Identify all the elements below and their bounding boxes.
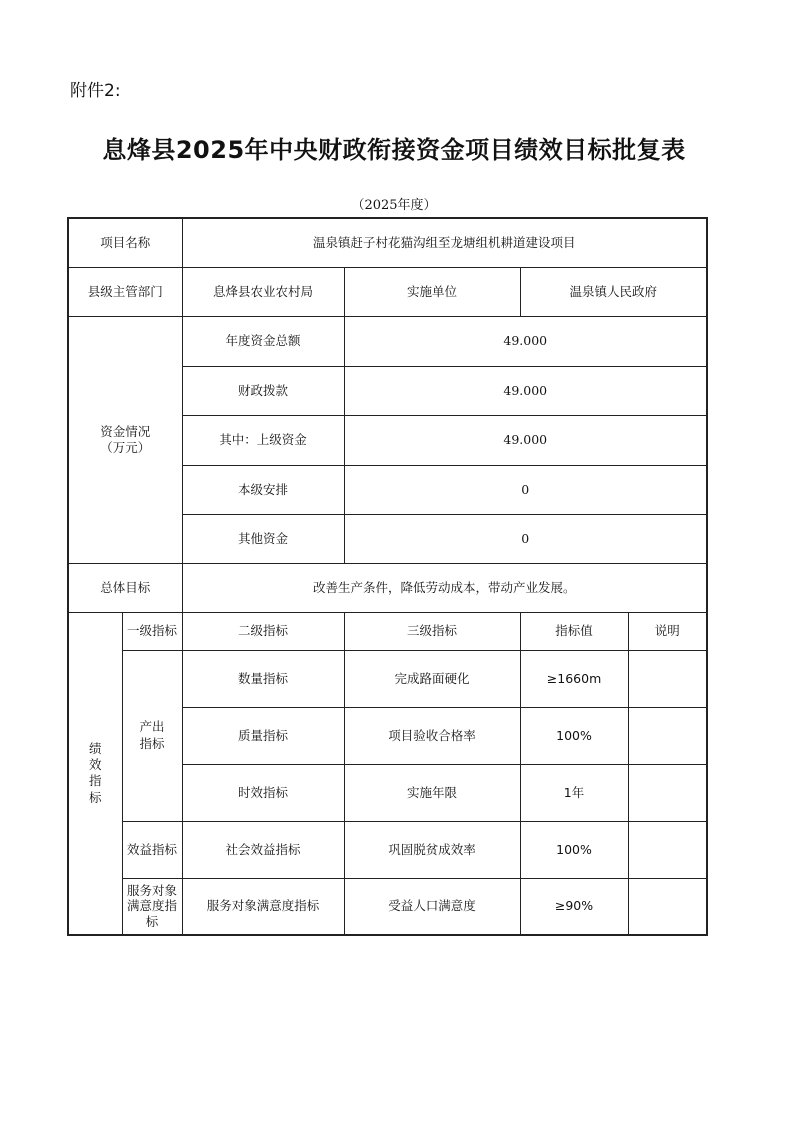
fund-row-label: 年度资金总额 xyxy=(182,316,344,366)
level2-cell: 服务对象满意度指标 xyxy=(182,878,344,935)
dept-label: 县级主管部门 xyxy=(68,267,182,316)
fund-row-value: 0 xyxy=(344,514,707,563)
header-value: 指标值 xyxy=(520,612,628,650)
note-cell xyxy=(628,650,707,707)
unit-label: 实施单位 xyxy=(344,267,520,316)
fund-row-value: 49.000 xyxy=(344,415,707,465)
goal-label: 总体目标 xyxy=(68,563,182,612)
note-cell xyxy=(628,821,707,878)
note-cell xyxy=(628,707,707,764)
header-level2: 二级指标 xyxy=(182,612,344,650)
project-name-value: 温泉镇赶子村花猫沟组至龙塘组机耕道建设项目 xyxy=(182,218,707,267)
performance-table xyxy=(67,217,708,936)
project-name-label: 项目名称 xyxy=(68,218,182,267)
fund-row-label: 其他资金 xyxy=(182,514,344,563)
level3-cell: 巩固脱贫成效率 xyxy=(344,821,520,878)
level2-cell: 社会效益指标 xyxy=(182,821,344,878)
value-cell: 100% xyxy=(520,707,628,764)
dept-row xyxy=(68,267,707,316)
level2-cell: 数量指标 xyxy=(182,650,344,707)
value-cell: ≥90% xyxy=(520,878,628,935)
performance-label: 绩效指标 xyxy=(88,740,102,805)
fund-row-label: 其中：上级资金 xyxy=(182,415,344,465)
header-note: 说明 xyxy=(628,612,707,650)
level2-cell: 质量指标 xyxy=(182,707,344,764)
satisfaction-row xyxy=(68,878,707,935)
output-row xyxy=(68,650,707,707)
performance-section-label xyxy=(68,612,122,935)
benefit-row xyxy=(68,821,707,878)
level3-cell: 实施年限 xyxy=(344,764,520,821)
header-level1: 一级指标 xyxy=(122,612,182,650)
project-name-row xyxy=(68,218,707,267)
note-cell xyxy=(628,764,707,821)
fund-row-label: 财政拨款 xyxy=(182,366,344,415)
benefit-label: 效益指标 xyxy=(122,821,182,878)
level2-cell: 时效指标 xyxy=(182,764,344,821)
value-cell: 100% xyxy=(520,821,628,878)
fund-row-value: 49.000 xyxy=(344,316,707,366)
fund-row-value: 49.000 xyxy=(344,366,707,415)
page-title: 息烽县2025年中央财政衔接资金项目绩效目标批复表 xyxy=(102,136,686,164)
goal-row xyxy=(68,563,707,612)
level3-cell: 项目验收合格率 xyxy=(344,707,520,764)
note-cell xyxy=(628,878,707,935)
year-label: （2025年度） xyxy=(351,198,437,213)
satisfaction-label: 服务对象满意度指标 xyxy=(122,878,182,935)
unit-value: 温泉镇人民政府 xyxy=(520,267,707,316)
dept-value: 息烽县农业农村局 xyxy=(182,267,344,316)
value-cell: ≥1660m xyxy=(520,650,628,707)
performance-header-row xyxy=(68,612,707,650)
level3-cell: 完成路面硬化 xyxy=(344,650,520,707)
fund-row-value: 0 xyxy=(344,465,707,514)
level3-cell: 受益人口满意度 xyxy=(344,878,520,935)
funds-label: 资金情况 xyxy=(100,423,151,439)
funds-section-label xyxy=(68,316,182,563)
fund-row-label: 本级安排 xyxy=(182,465,344,514)
funds-unit: （万元） xyxy=(100,439,151,455)
output-label: 产出指标 xyxy=(122,650,182,821)
funds-row xyxy=(68,316,707,366)
header-level3: 三级指标 xyxy=(344,612,520,650)
attachment-label: 附件2: xyxy=(70,81,121,101)
value-cell: 1年 xyxy=(520,764,628,821)
goal-value: 改善生产条件，降低劳动成本，带动产业发展。 xyxy=(182,563,707,612)
